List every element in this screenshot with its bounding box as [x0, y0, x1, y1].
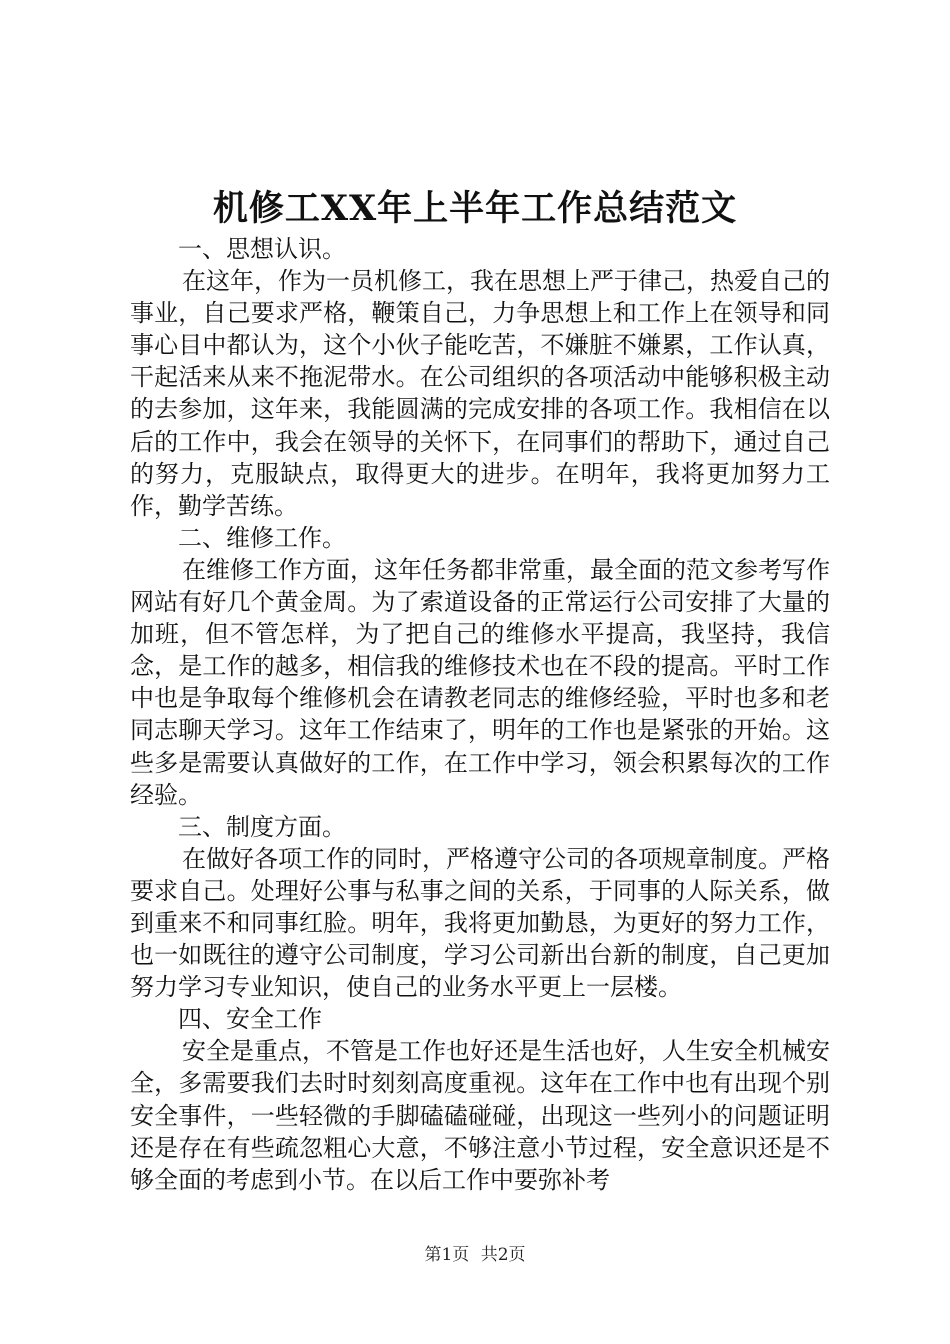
section-paragraph-4: 安全是重点，不管是工作也好还是生活也好，人生安全机械安全，多需要我们去时时刻刻高度重视。这年在工作中也有出现个别安全事件，一些轻微的手脚磕磕碰碰，出现这一些列小的问题证明还是存在有些疏忽粗心大意，不够注意小节过程，安全意识还是不够全面的考虑到小节。在以后工作中要弥补考 [130, 1037, 830, 1194]
document-title: 机修工XX年上半年工作总结范文 [212, 188, 738, 229]
page-number: 第1页 [424, 1245, 470, 1265]
page-total: 共2页 [480, 1245, 526, 1265]
document-body [130, 233, 830, 1196]
section-paragraph-3: 在做好各项工作的同时，严格遵守公司的各项规章制度。严格要求自己。处理好公事与私事之间的关系，于同事的人际关系，做到重来不和同事红脸。明年，我将更加勤恳，为更好的努力工作，也一如既往的遵守公司制度，学习公司新出台新的制度，自己更加努力学习专业知识，使自己的业务水平更上一层楼。 [130, 844, 830, 1002]
section-heading-2: 二、维修工作。 [178, 523, 346, 552]
section-paragraph-2: 在维修工作方面，这年任务都非常重，最全面的范文参考写作网站有好几个黄金周。为了索道设备的正常运行公司安排了大量的加班，但不管怎样，为了把自己的维修水平提高，我坚持，我信念，是工作的越多，相信我的维修技术也在不段的提高。平时工作中也是争取每个维修机会在请教老同志的维修经验，平时也多和老同志聊天学习。这年工作结束了，明年的工作也是紧张的开始。这些多是需要认真做好的工作，在工作中学习，领会积累每次的工作经验。 [130, 555, 830, 809]
section-heading-4: 四、安全工作 [178, 1005, 322, 1034]
section-paragraph-1: 在这年，作为一员机修工，我在思想上严于律己，热爱自己的事业，自己要求严格，鞭策自己，力争思想上和工作上在领导和同事心目中都认为，这个小伙子能吃苦，不嫌脏不嫌累，工作认真，干起活来从来不拖泥带水。在公司组织的各项活动中能够积极主动的去参加，这年来，我能圆满的完成安排的各项工作。我相信在以后的工作中，我会在领导的关怀下，在同事们的帮助下，通过自己的努力，克服缺点，取得更大的进步。在明年，我将更加努力工作，勤学苦练。 [130, 267, 830, 520]
section-heading-1: 一、思想认识。 [178, 235, 346, 263]
section-heading-3: 三、制度方面。 [178, 812, 346, 841]
page-footer [0, 1243, 950, 1267]
